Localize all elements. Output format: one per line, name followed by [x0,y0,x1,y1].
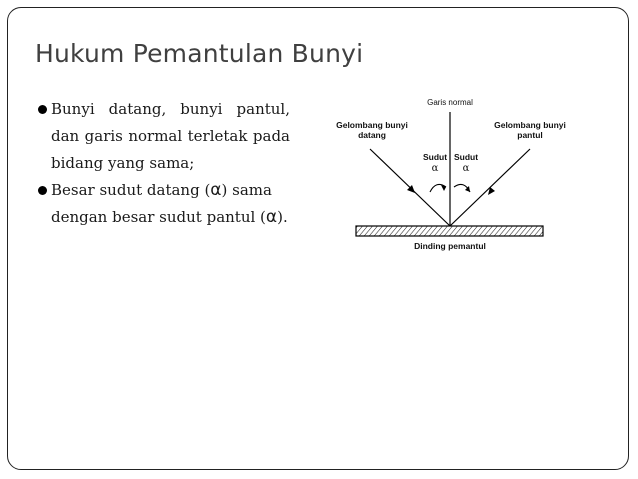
alpha-symbol: α [265,207,278,227]
reflection-diagram [318,94,618,259]
bullet-list [38,96,290,231]
slide-title: Hukum Pemantulan Bunyi [35,39,364,68]
bullet-dot-icon [38,105,47,114]
normal-label: Garis normal [427,98,473,107]
angle-left-symbol: α [431,163,439,174]
reflected-label-line2: pantul [517,130,543,140]
reflecting-wall [356,226,543,236]
bullet-text-1: Bunyi datang, bunyi pantul, dan garis normal terletak pada bidang yang sama; [51,100,290,172]
incident-label-line1: Gelombang bunyi [336,120,408,130]
slide-frame [7,7,629,470]
bullet-item-2 [38,177,290,231]
angle-left-label: Sudut [422,152,448,162]
angle-right-label: Sudut [453,152,479,162]
angle-right-symbol: α [462,163,470,174]
bullet-text-2a: Besar sudut datang ( [51,181,211,199]
bullet-text-2c: ). [277,208,288,226]
wall-label: Dinding pemantul [414,241,486,251]
reflected-label-line1: Gelombang bunyi [494,120,566,130]
bullet-item-1 [38,96,290,177]
bullet-dot-icon [38,186,47,195]
bullet-text-2b: ) sama dengan besar sudut pantul ( [51,181,272,226]
incident-label-line2: datang [358,130,386,140]
alpha-symbol: α [210,180,222,200]
